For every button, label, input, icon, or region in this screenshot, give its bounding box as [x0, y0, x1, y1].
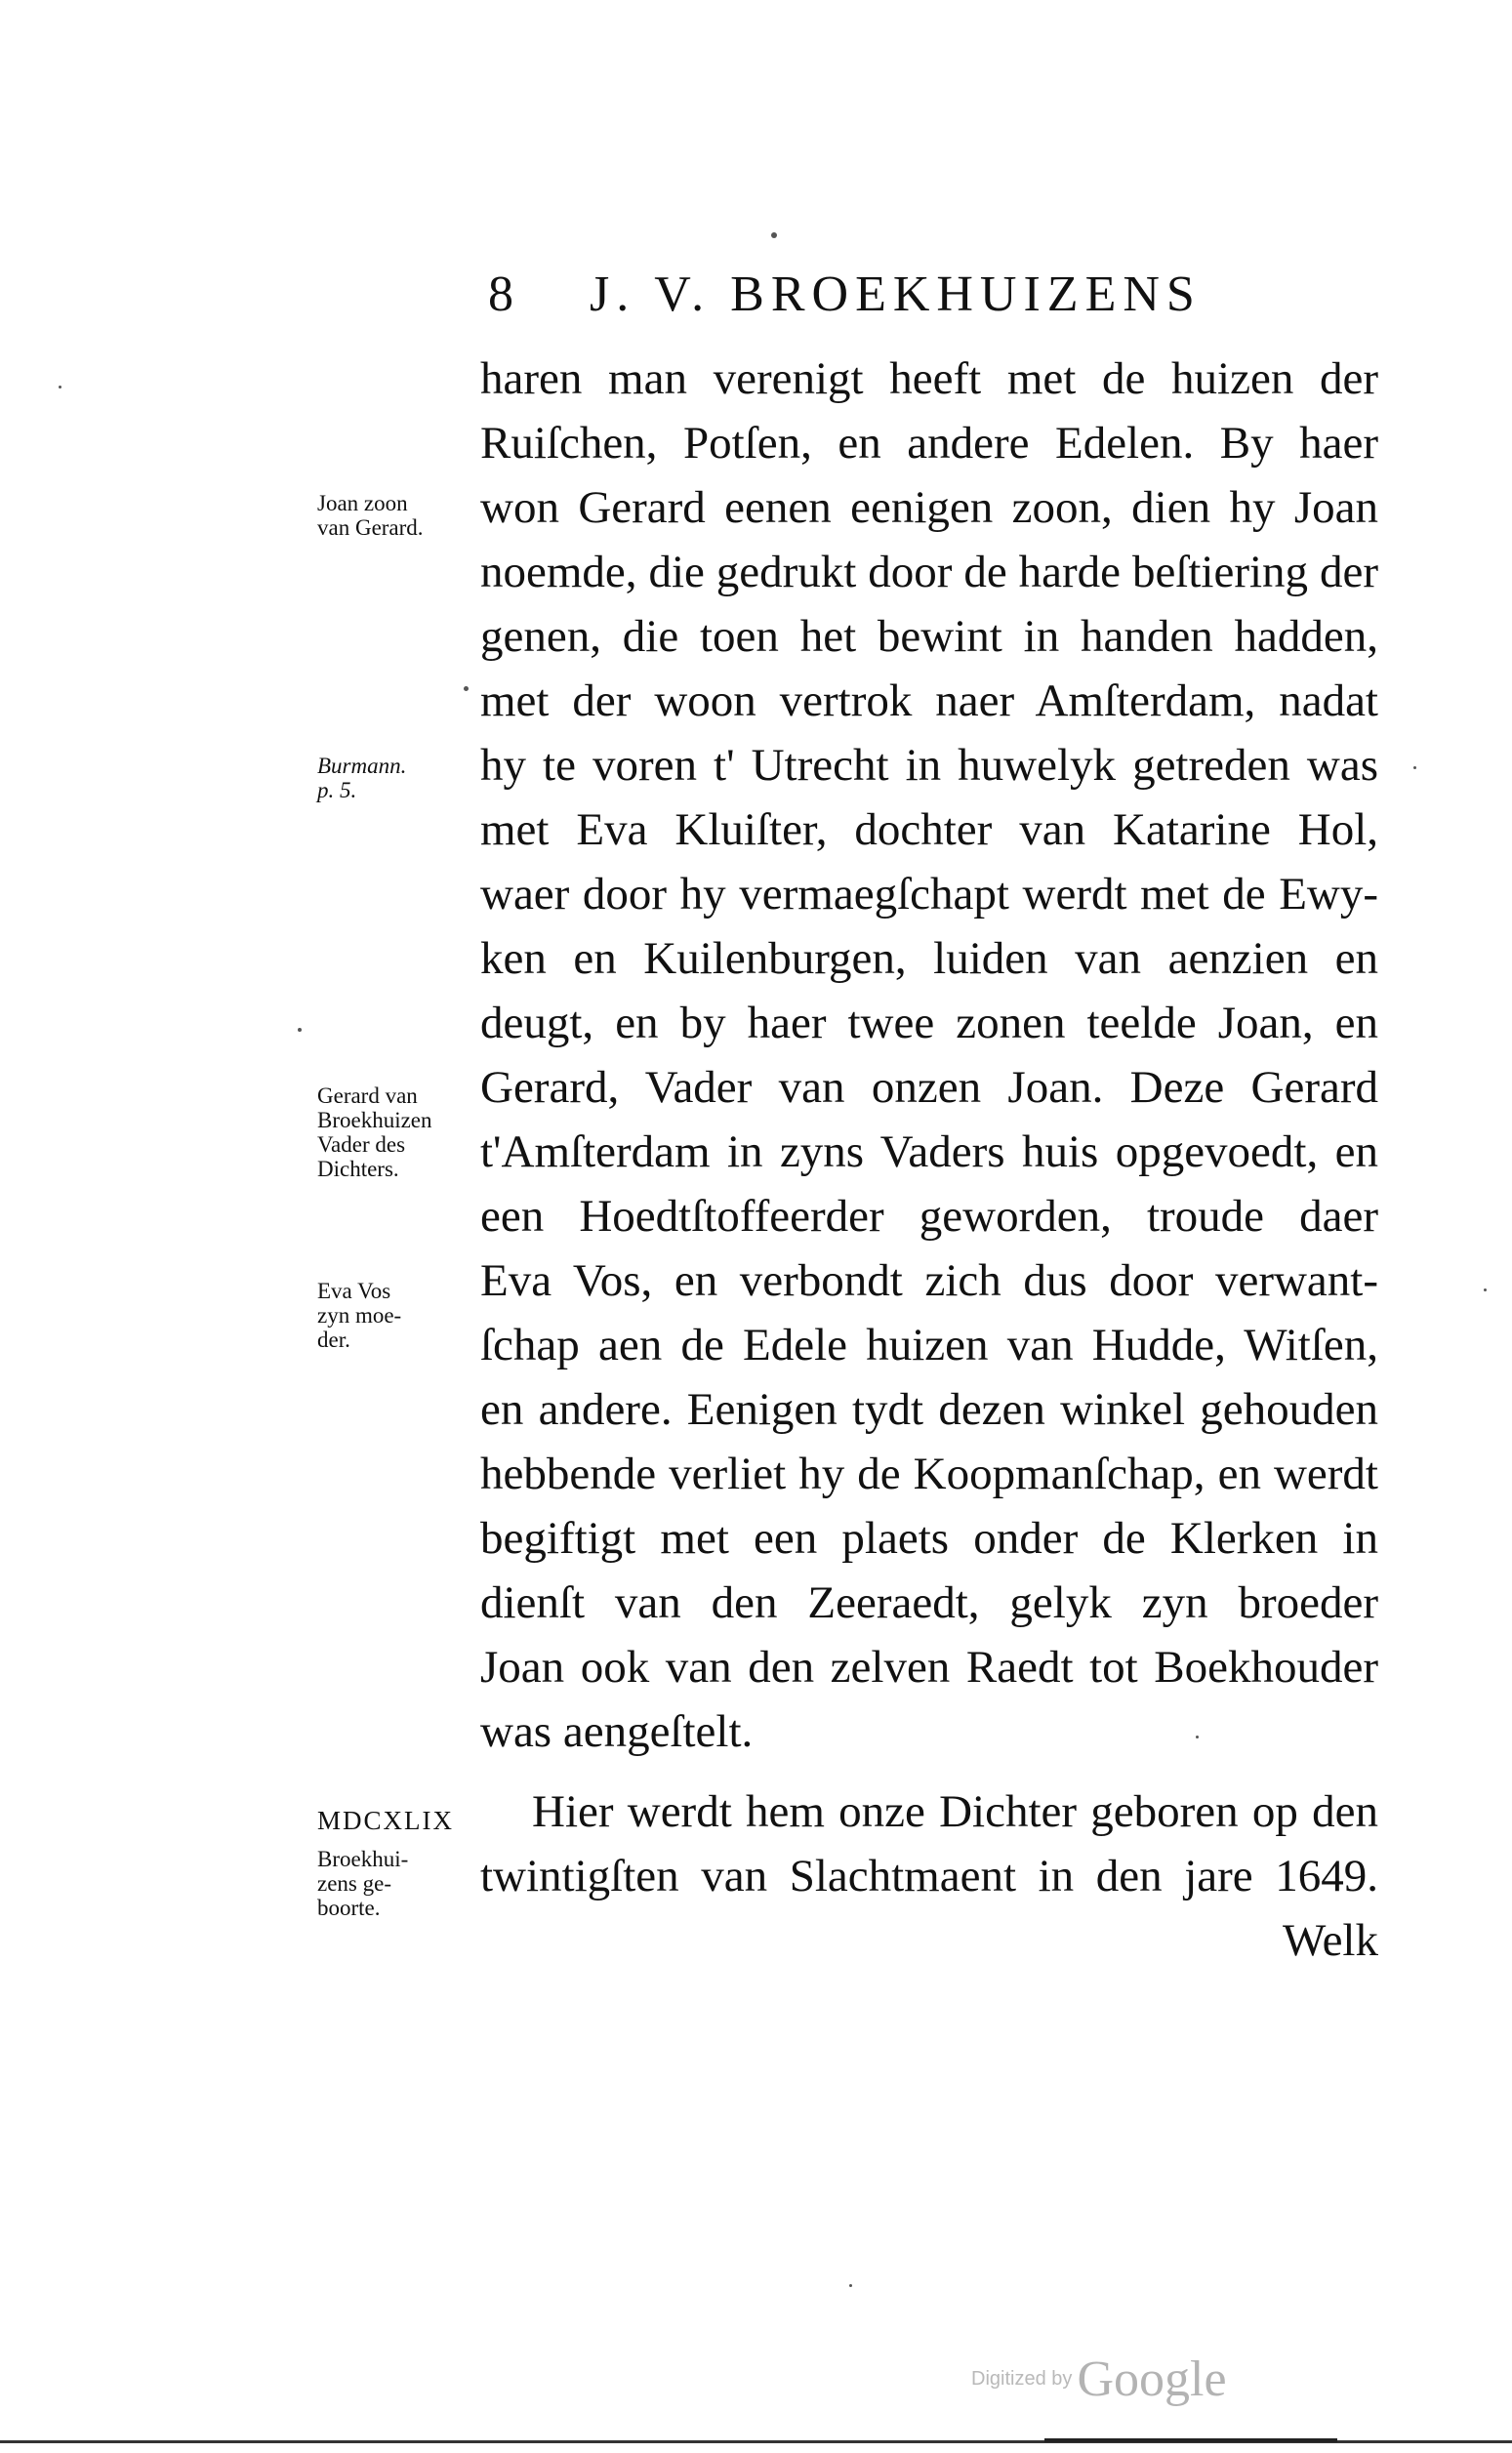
margin-note	[317, 491, 473, 540]
margin-note-line: Joan zoon	[317, 491, 408, 515]
page-bottom-edge-mark	[1044, 2438, 1337, 2442]
scan-speck	[1484, 1288, 1487, 1291]
running-head: J. V. BROEKHUIZENS	[590, 266, 1202, 322]
scan-speck	[1413, 766, 1416, 769]
body-line: met der woon vertrok naer Amſterdam, nadat	[480, 675, 1378, 726]
body-line: hy te voren t' Utrecht in huwelyk getreden was	[480, 740, 1378, 791]
margin-note-line: van Gerard.	[317, 515, 424, 540]
body-line: waer door hy vermaegſchapt werdt met de Ewy-	[480, 869, 1378, 920]
body-line: dienſt van den Zeeraedt, gelyk zyn broeder	[480, 1577, 1378, 1628]
digitized-watermark	[971, 2351, 1227, 2409]
body-line: ken en Kuilenburgen, luiden van aenzien en	[480, 933, 1378, 984]
page-header	[488, 266, 1415, 334]
body-line: begiftigt met een plaets onder de Klerken in	[480, 1513, 1378, 1564]
margin-note-line: Burmann.	[317, 754, 407, 778]
body-line: Eva Vos, en verbondt zich dus door verwant-	[480, 1255, 1378, 1306]
margin-note-line: boorte.	[317, 1896, 381, 1920]
body-line: Joan ook van den zelven Raedt tot Boekhouder	[480, 1642, 1378, 1693]
digitized-by-text: Digitized by	[971, 2368, 1073, 2390]
body-line: genen, die toen het bewint in handen hadden,	[480, 611, 1378, 662]
margin-note-line: Broekhui-	[317, 1847, 409, 1871]
margin-note	[317, 754, 473, 802]
body-line: haren man verenigt heeft met de huizen der	[480, 353, 1378, 404]
margin-note-line: Eva Vos	[317, 1279, 391, 1303]
scan-speck	[59, 386, 61, 388]
body-line: was aengeſtelt.	[480, 1706, 754, 1757]
body-line: ſchap aen de Edele huizen van Hudde, Witſen,	[480, 1320, 1378, 1370]
margin-note-line: zens ge-	[317, 1871, 391, 1896]
margin-note-line: Gerard van	[317, 1083, 418, 1108]
margin-note-line: p. 5.	[317, 778, 357, 802]
catchword: Welk	[1282, 1915, 1378, 1966]
body-line: noemde, die gedrukt door de harde beſtiering der	[480, 547, 1378, 597]
margin-note-line: Broekhuizen	[317, 1108, 432, 1132]
scan-speck	[464, 686, 469, 691]
body-line: hebbende verliet hy de Koopmanſchap, en werdt	[480, 1449, 1378, 1499]
body-line: met Eva Kluiſter, dochter van Katarine Hol,	[480, 804, 1378, 855]
margin-note-line: Dichters.	[317, 1157, 399, 1181]
body-line: won Gerard eenen eenigen zoon, dien hy Joan	[480, 482, 1378, 533]
scan-speck	[1196, 1736, 1199, 1738]
margin-note-year	[317, 1806, 473, 1835]
body-line: een Hoedtſtoffeerder geworden, troude daer	[480, 1191, 1378, 1242]
margin-note-line: MDCXLIX	[317, 1806, 454, 1835]
body-line: Ruiſchen, Potſen, en andere Edelen. By haer	[480, 418, 1378, 469]
scan-speck	[771, 232, 777, 238]
body-line: en andere. Eenigen tydt dezen winkel gehouden	[480, 1384, 1378, 1435]
body-line: Gerard, Vader van onzen Joan. Deze Gerard	[480, 1062, 1378, 1113]
margin-note	[317, 1279, 473, 1352]
margin-note	[317, 1847, 473, 1920]
body-line: deugt, en by haer twee zonen teelde Joan, en	[480, 998, 1378, 1048]
page-number: 8	[488, 266, 520, 322]
scan-speck	[298, 1028, 302, 1032]
scan-speck	[849, 2284, 852, 2287]
margin-note	[317, 1083, 473, 1181]
body-line: Hier werdt hem onze Dichter geboren op den	[532, 1786, 1378, 1837]
body-line: t'Amſterdam in zyns Vaders huis opgevoedt, en	[480, 1126, 1378, 1177]
google-logo: Google	[1077, 2351, 1227, 2407]
margin-note-line: zyn moe-	[317, 1303, 402, 1328]
body-line: twintigſten van Slachtmaent in den jare 1649.	[480, 1851, 1378, 1901]
margin-note-line: der.	[317, 1328, 350, 1352]
margin-note-line: Vader des	[317, 1132, 406, 1157]
